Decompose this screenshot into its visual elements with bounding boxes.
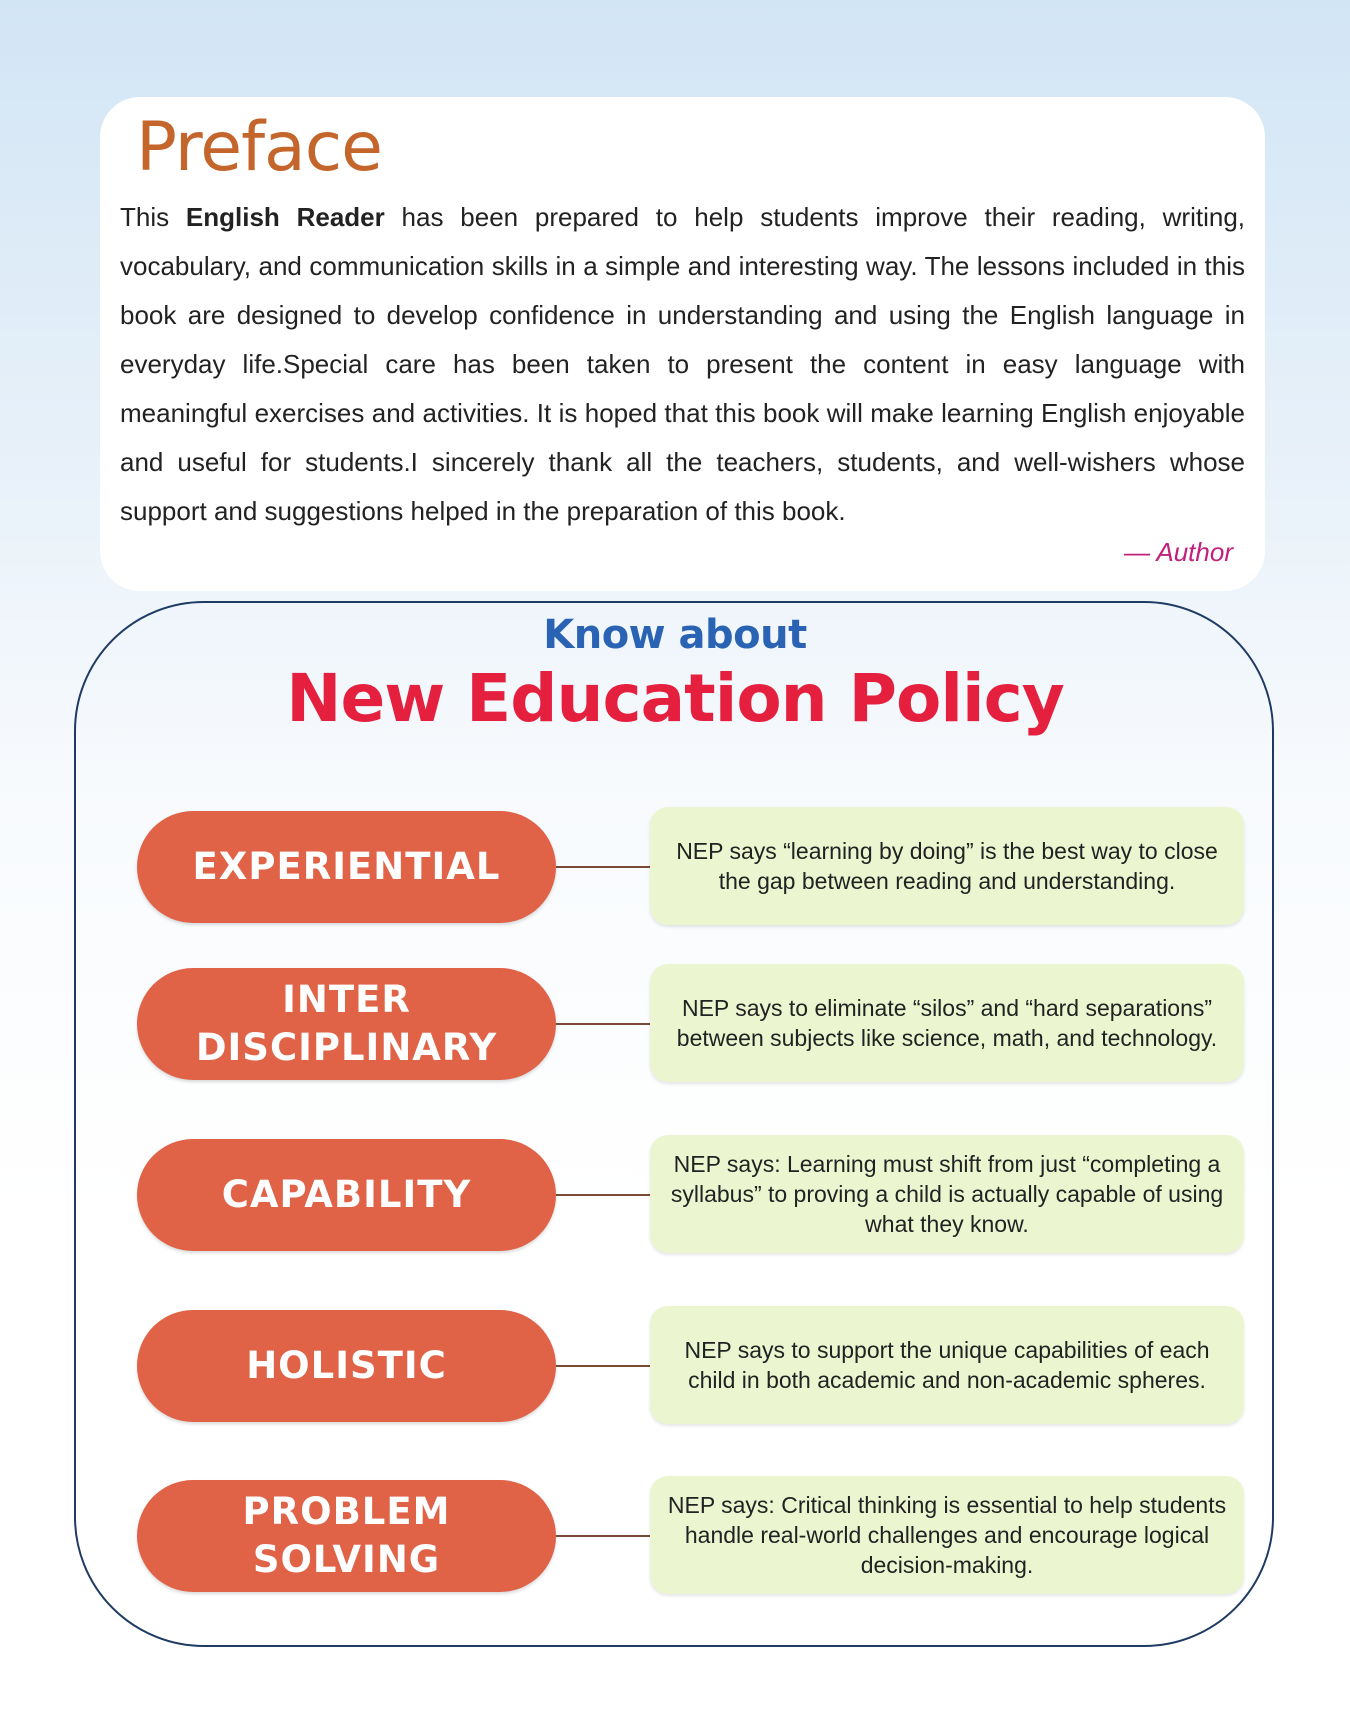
pillar-description: NEP says: Learning must shift from just “completing a syllabus” to proving a child is actually capable of using what they know. — [650, 1135, 1244, 1253]
pillar-connector — [556, 866, 650, 868]
preface-title: Preface — [136, 108, 382, 187]
pillar-label-text: HOLISTIC — [246, 1344, 447, 1387]
preface-body-rest: has been prepared to help students improve their reading, writing, vocabulary, and communication skills in a simple and interesting way. The lessons included in this book are designed to develop confidence in understanding and using the English language in everyday life.Special care has been taken to present the content in easy language with meaningful exercises and activities. It is hoped that this book will make learning English enjoyable and useful for students.I sincerely thank all the teachers, students, and well-wishers whose support and suggestions helped in the preparation of this book. — [120, 202, 1246, 526]
pillar-label-line2: DISCIPLINARY — [195, 1026, 498, 1069]
nep-subtitle: Know about — [543, 612, 807, 658]
pillar-experiential — [0, 807, 1350, 927]
pillar-label-line1: PROBLEM — [242, 1490, 451, 1533]
preface-signature: — Author — [1124, 537, 1233, 567]
pillar-connector — [556, 1535, 650, 1537]
pillar-description: NEP says to eliminate “silos” and “hard separations” between subjects like science, math, and technology. — [650, 964, 1244, 1082]
preface-book-name: English Reader — [185, 202, 385, 232]
pillar-description: NEP says: Critical thinking is essential to help students handle real-world challenges and encourage logical decision-making. — [650, 1476, 1244, 1594]
pillar-connector — [556, 1194, 650, 1196]
pillar-label-text: CAPABILITY — [221, 1173, 472, 1216]
preface-body-start: This — [120, 202, 186, 232]
pillar-label-text: EXPERIENTIAL — [192, 845, 501, 888]
pillar-label — [137, 811, 556, 923]
pillar-holistic — [0, 1306, 1350, 1426]
pillar-description: NEP says to support the unique capabilities of each child in both academic and non-academic spheres. — [650, 1306, 1244, 1424]
pillar-label — [137, 1310, 556, 1422]
pillar-problem-solving — [0, 1476, 1350, 1596]
pillar-label-line1: INTER — [282, 978, 411, 1021]
pillar-description: NEP says “learning by doing” is the best way to close the gap between reading and understanding. — [650, 807, 1244, 925]
pillar-label — [137, 1139, 556, 1251]
pillar-connector — [556, 1023, 650, 1025]
pillar-label — [137, 1480, 556, 1592]
pillar-label — [137, 968, 556, 1080]
pillar-connector — [556, 1365, 650, 1367]
preface-body — [120, 193, 1245, 536]
preface-card — [100, 97, 1265, 591]
pillar-label-line2: SOLVING — [252, 1538, 441, 1581]
nep-title: New Education Policy — [286, 660, 1064, 737]
pillar-interdisciplinary — [0, 964, 1350, 1084]
pillar-capability — [0, 1135, 1350, 1255]
